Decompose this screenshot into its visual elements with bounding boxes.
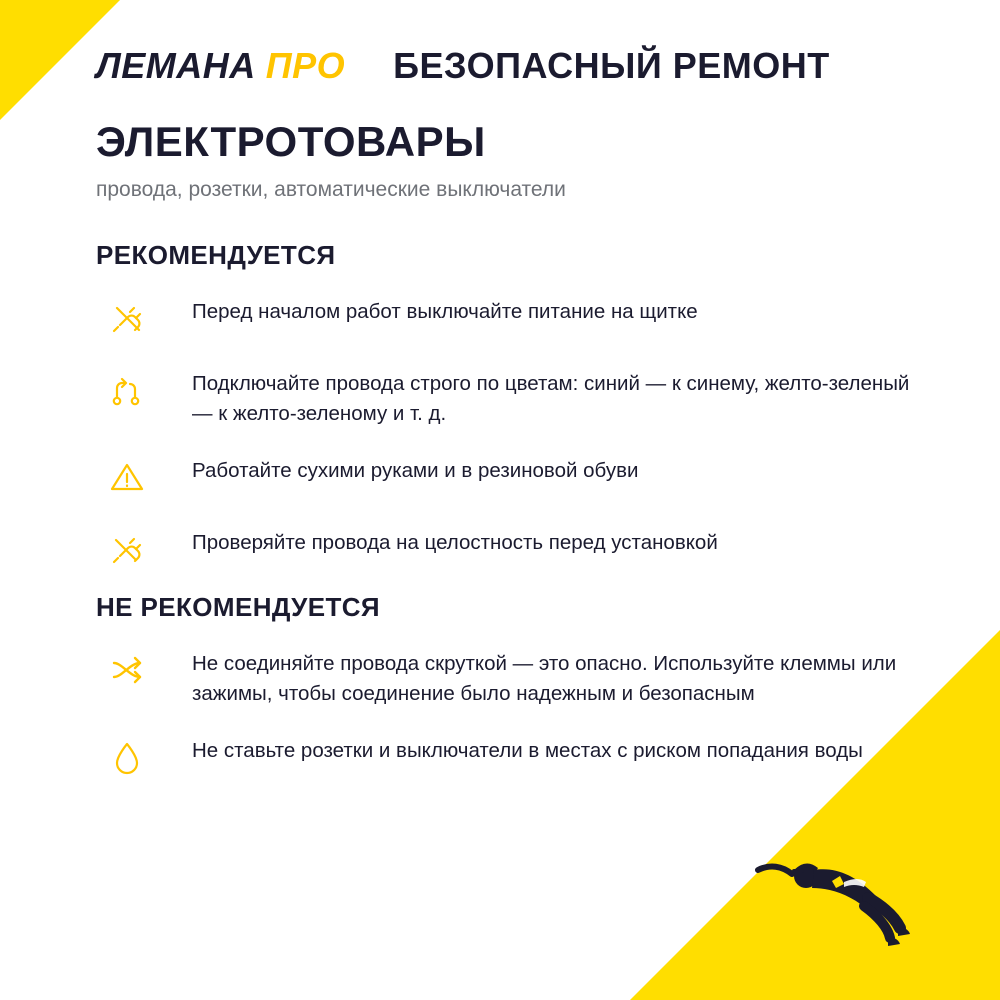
section-recommended bbox=[96, 240, 926, 598]
list-item-text: Работайте сухими руками и в резиновой обуви bbox=[192, 459, 639, 483]
list-item-text: Не ставьте розетки и выключатели в местах с риском попадания воды bbox=[192, 739, 863, 763]
section-not-recommended bbox=[96, 592, 926, 806]
brand-logo bbox=[96, 45, 345, 87]
water-drop-icon bbox=[96, 734, 192, 780]
list-item bbox=[96, 367, 926, 428]
list-item bbox=[96, 734, 926, 780]
page-title: ЭЛЕКТРОТОВАРЫ bbox=[96, 118, 486, 165]
list-item-text: Проверяйте провода на целостность перед установкой bbox=[192, 531, 718, 555]
section-title: НЕ РЕКОМЕНДУЕТСЯ bbox=[96, 592, 380, 622]
list-item bbox=[96, 647, 926, 708]
list-item bbox=[96, 526, 926, 572]
plug-check-icon bbox=[96, 526, 192, 572]
list-item-text: Подключайте провода строго по цветам: синий — к синему, желто-зеленый — к желто-зеленому и т. д. bbox=[192, 372, 910, 425]
page-subtitle: провода, розетки, автоматические выключатели bbox=[96, 178, 566, 201]
section-title: РЕКОМЕНДУЕТСЯ bbox=[96, 240, 336, 270]
flying-worker-mascot bbox=[748, 836, 928, 956]
brand-logo-accent: ПРО bbox=[265, 45, 346, 86]
list-item-text: Перед началом работ выключайте питание на щитке bbox=[192, 300, 698, 323]
list-item bbox=[96, 295, 926, 341]
wire-colors-icon bbox=[96, 367, 192, 413]
plug-off-icon bbox=[96, 295, 192, 341]
list-item-text: Не соединяйте провода скруткой — это опасно. Используйте клеммы или зажимы, чтобы соединение было надежным и безопасным bbox=[192, 652, 897, 705]
header-title: БЕЗОПАСНЫЙ РЕМОНТ bbox=[393, 45, 830, 86]
header bbox=[96, 38, 940, 94]
brand-logo-main: ЛЕМАНА bbox=[96, 45, 256, 86]
warning-triangle-icon bbox=[96, 454, 192, 500]
list-item bbox=[96, 454, 926, 500]
twisted-wires-icon bbox=[96, 647, 192, 693]
